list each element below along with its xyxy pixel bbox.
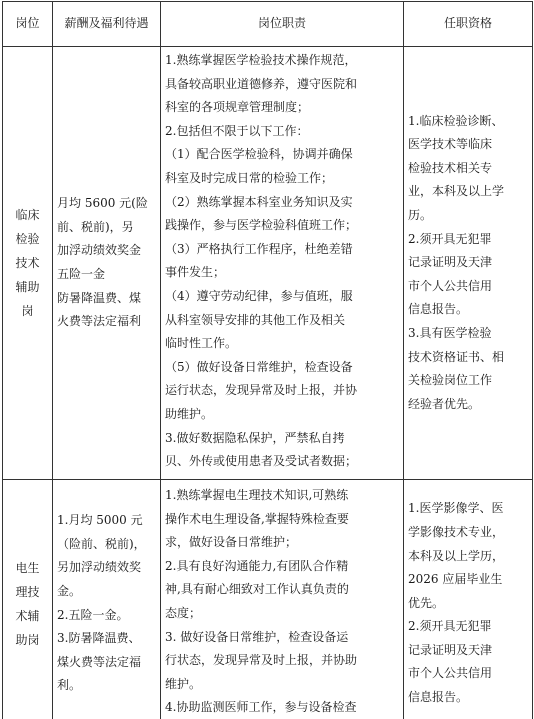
position-cell: 电生 理技 术辅 助岗 <box>3 480 53 719</box>
header-salary: 薪酬及福利待遇 <box>53 2 161 47</box>
salary-cell: 1.月均 5000 元 （险前、税前)， 另加浮动绩效奖 金。 2.五险一金。 3.防暑降温费、 煤火费等法定福 利。 <box>53 480 161 719</box>
job-table <box>2 1 533 719</box>
qualifications-cell: 1.临床检验诊断、 医学技术等临床 检验技术相关专 业，本科及以上学 历。 2.须开具无犯罪 记录证明及天津 市个人公共信用 信息报告。 3.具有医学检验 技术资格证书、相 关检验岗位工作 经验者优先。 <box>404 47 533 480</box>
qualifications-cell: 1.医学影像学、医 学影像技术专业， 本科及以上学历， 2026 应届毕业生 优先。 2.须开具无犯罪 记录证明及天津 市个人公共信用 信息报告。 <box>404 480 533 719</box>
table-header-row <box>3 2 533 47</box>
header-position: 岗位 <box>3 2 53 47</box>
header-duties: 岗位职责 <box>161 2 404 47</box>
table-row <box>3 47 533 480</box>
position-cell: 临床 检验 技术 辅助 岗 <box>3 47 53 480</box>
header-qualifications: 任职资格 <box>404 2 533 47</box>
table-row <box>3 480 533 719</box>
salary-cell: 月均 5600 元(险 前、税前)，另 加浮动绩效奖金 五险一金 防暑降温费、煤 火费等法定福利 <box>53 47 161 480</box>
duties-cell: 1.熟练掌握电生理技术知识,可熟练 操作术电生理设备,掌握特殊检查要 求，做好设备日常维护； 2.具有良好沟通能力,有团队合作精 神,具有耐心细致对工作认真负责的 态度； 3. 做好设备日常维护，检查设备运 行状态，发现异常及时上报，并协助 维护。 4.协助监测医师工作，参与设备检查 <box>161 480 404 719</box>
duties-cell: 1.熟练掌握医学检验技术操作规范， 具备较高职业道德修养，遵守医院和 科室的各项规章管理制度； 2.包括但不限于以下工作： （1）配合医学检验科，协调并确保 科室及时完成日常的检验工作； （2）熟练掌握本科室业务知识及实 践操作，参与医学检验科值班工作； （3）严格执行工作程序，杜绝差错 事件发生； （4）遵守劳动纪律，参与值班，服 从科室领导安排的其他工作及相关 临时性工作。 （5）做好设备日常维护，检查设备 运行状态，发现异常及时上报，并协 助维护。 3.做好数据隐私保护，严禁私自拷 贝、外传或使用患者及受试者数据； <box>161 47 404 480</box>
